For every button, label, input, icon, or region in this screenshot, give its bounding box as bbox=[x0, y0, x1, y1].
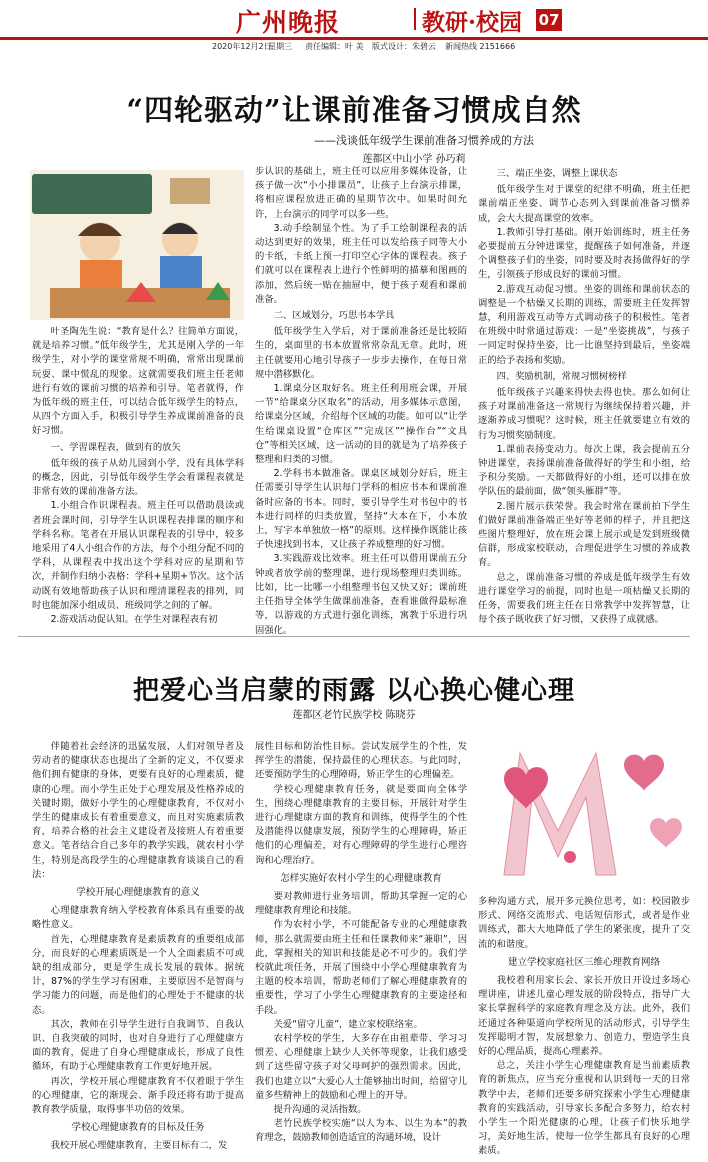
article2-column-2 bbox=[255, 740, 467, 1146]
paragraph: 关爱“留守儿童”，建立家校联络室。 bbox=[273, 1018, 423, 1030]
section-heading: 四、奖励机制，常规习惯树榜样 bbox=[496, 370, 627, 382]
paragraph: 多种沟通方式，展开多元换位思考，如：校园散步形式、网络交流形式、电话短信形式，或者是作业训练式，都大大地降低了学生的紧张度，提升了交流的和谐度。 bbox=[478, 896, 690, 950]
section-heading: 学校开展心理健康教育的意义 bbox=[76, 887, 200, 899]
article2-title: 把爱心当启蒙的雨露 以心换心健心理 bbox=[132, 676, 576, 706]
paragraph: 低年级孩子兴趣来得快去得也快。那么如何让孩子对课前准备这一常规行为继续保持着兴趣，并逐渐养成习惯呢？这时候，班主任就要建立有效的行为习惯奖励制度。 bbox=[478, 387, 690, 441]
issue-weekday: 星期三 bbox=[268, 42, 292, 51]
article1-subtitle: ——浅谈低年级学生课前准备习惯养成的方法 bbox=[314, 134, 534, 147]
paragraph: 3.动手绘制显个性。为了手工绘制课程表的活动达到更好的效果，班主任可以发给孩子同等大小的卡纸，卡纸上预一打印空心字体的课程表。孩子们就可以在课程表上进行个性鲜明的描摹和图画的添加，然后统一贴在抽屉中，便于孩子观看和课前准备。 bbox=[255, 222, 467, 305]
article2-column-1 bbox=[32, 740, 244, 1154]
designer-credit: 版式设计：朱碧云 bbox=[372, 42, 436, 51]
paragraph: 心理健康教育纳入学校教育体系具有重要的战略性意义。 bbox=[32, 905, 244, 931]
paragraph: 老竹民族学校实施“以人为本、以生为本”的教育理念，鼓励教师创造适宜的沟通环境，设计 bbox=[255, 1118, 467, 1144]
article-divider bbox=[18, 636, 690, 637]
masthead bbox=[0, 0, 708, 36]
paragraph: 2.游戏活动促认知。在学生对课程表有初 bbox=[50, 614, 218, 626]
paragraph: 伴随着社会经济的迅猛发展，人们对领导者及劳动者的健康状态也提出了全新的定义，不仅要求他们拥有健康的身体，更要有良好的心理素质，健康的心理。而小学生正处于心理发展及性格养成的关键时期，做好小学生的心理健康教育，不仅对小学生的健康成长有着重要意义，而且对实施素质教育，培养合格的社会主义建设者及接班人有着重要意义。笔者结合自己多年的教学实践，就农村小学生，特别是高段学生的心理健康教育谈谈自己的看法： bbox=[32, 741, 244, 880]
paragraph: 要对教师进行业务培训，帮助其掌握一定的心理健康教育理论和技能。 bbox=[255, 891, 467, 917]
classroom-illustration bbox=[30, 170, 244, 320]
section-heading: 建立学校家庭社区三维心理教育网络 bbox=[507, 956, 660, 968]
paragraph: 再次，学校开展心理健康教育不仅着眼于学生的心理健康，它的渐现会、渐手段还将有助于提高教育教学质量，取得事半功倍的效果。 bbox=[32, 1075, 244, 1116]
paragraph: 1.教师引导打基础。刚开始训练时，班主任务必要提前五分钟进课堂，提醒孩子如何准备，并逐个调整孩子们的坐姿，同时要及时表扬做得好的学生，引领孩子形成良好的课前习惯。 bbox=[478, 226, 690, 281]
section-heading: 二、区域划分，巧思书本学具 bbox=[273, 310, 395, 322]
paper-name: 广州晚报 bbox=[236, 8, 341, 37]
paragraph: 3.实践游戏比效率。班主任可以借用课前五分钟或者放学前的整理课，进行现场整理归类训练。比如，比一比哪一小组整理书包又快又好；课前班主任指导全体学生做课前准备，查看谁做得最标准等，以游戏的方式进行强化训练，寓教于乐进行巩固强化。 bbox=[255, 553, 467, 636]
paragraph: 学校心理健康教育任务，就是要面向全体学生，围绕心理健康教育的主要目标，开展针对学生进行心理健康方面的教育和训练，使得学生的个性及潜能得以健康发展，预防学生的心理障碍，矫正他们的心理偏差，对有心理障碍的学生进行心理咨询和心理治疗。 bbox=[255, 783, 467, 866]
editor-credit: 责任编辑：叶 美 bbox=[305, 42, 364, 51]
paragraph: 低年级学生入学后，对于课前准备还是比较陌生的，桌面里的书本放置常常杂乱无章。此时，班主任就要用心地引导孩子一步步去操作，在每日常规中潜移默化。 bbox=[255, 326, 467, 380]
paragraph: 步认识的基础上，班主任可以应用多媒体设备，让孩子做一次“小小排课员”，让孩子上台演示排课，将相应课程放进正确的星期节次中。如果时间允许，上台演示的同学可以多一些。 bbox=[255, 166, 467, 220]
paragraph: 总之，关注小学生心理健康教育是当前素质教育的新焦点，应当充分重视和认识到每一天的日常教学中去，老师们还要多研究探索小学生心理健康教育的实践活动，引导家长多配合多努力，给农村小学生一个阳光健康的心理，让孩子们快乐地学习，美好地生活，使每一位学生都具有良好的心理素质。 bbox=[478, 1060, 690, 1157]
article1-title: “四轮驱动”让课前准备习惯成自然 bbox=[126, 93, 582, 127]
section-heading: 怎样实施好农村小学生的心理健康教育 bbox=[280, 872, 442, 884]
paragraph: 首先，心理健康教育是素质教育的重要组成部分，而良好的心理素质既是一个人全面素质不可或缺的组成部分，更是学生成长发展的载体。据统计，87%的学生学习有困难，主要原因不是智商与学习能力的问题，而是他们的心理处于不健康的状态。 bbox=[32, 933, 244, 1016]
paragraph: 2.学科书本做准备。课桌区域划分好后，班主任需要引导学生认识每门学科的相应书本和课前准备时应备的书本。同时，要引导学生对书包中的书本进行同样的归类放置，坚持“大本在下，小本放上，写字本单独放一格”的原则。这样操作既能让孩子快速找到书本，又让孩子养成整理的好习惯。 bbox=[255, 468, 467, 551]
news-hotline: 新闻热线 2151666 bbox=[445, 42, 516, 51]
masthead-divider bbox=[414, 8, 416, 30]
article1-column-2 bbox=[255, 165, 467, 638]
article1-column-1 bbox=[32, 325, 244, 627]
paragraph: 2.图片展示获荣誉。我会时常在课前拍下学生们做好课前准备端正坐好等老师的样子，并且把这些图片整理好，放在班会课上展示或是发到班级微信群，形成家校联动，合理促进学生习惯的养成教育。 bbox=[478, 500, 690, 569]
paragraph: 2.游戏互动促习惯。坐姿的训练和课前状态的调整是一个枯燥又长期的训练，需要班主任发挥智慧，利用游戏互动等方式调动孩子的积极性。笔者在班级中时常通过游戏：一是“坐姿挑战”，与孩子一同定时保持坐姿，比一比谁坚持到最后，坐姿端正的给予表扬和奖励。 bbox=[478, 283, 690, 366]
paragraph: 农村学校的学生，大多存在由祖辈带、学习习惯差、心理健康上缺少人关怀等现象，让我们感受到了这些留守孩子对父母呵护的强烈需求。因此，我们也建立以“大爱心人士能够抽出时间，给留守儿童多些精神上的鼓励和心理上的开导。 bbox=[255, 1033, 467, 1101]
paragraph: 作为农村小学，不可能配备专业的心理健康教师，那么就需要由班主任和任课教师来“兼职”，因此，掌握相关的知识和技能是必不可少的。我们学校就此项任务，开展了围绕中小学心理健康教育为主题的校本培训，帮助老师们了解心理健康教育的重要性，学习了小学生心理健康教育的主要途径和手段。 bbox=[255, 919, 467, 1016]
paragraph: 1.课桌分区取好名。班主任利用班会课，开展一节“给课桌分区取名”的活动，用多媒体示意图，给课桌分区域，介绍每个区域的功能。如可以“让学生给课桌设置“仓库区”“完成区”“操作台”“文具仓”等相关区域，这一活动的目的就是为了培养孩子整理和归类的习惯。 bbox=[255, 383, 467, 466]
page-number: 07 bbox=[536, 9, 562, 31]
paragraph: 我校着利用家长会、家长开放日开设过多场心理讲座，讲述儿童心理发展的阶段特点，指导广大家长掌握科学的家庭教育理念及方法。此外，我们还通过各种渠道向学校所见的活动形式，引导学生发挥聪明才智，发展想象力、创造力，塑造学生良好的心理品质，提高心理素养。 bbox=[478, 975, 690, 1058]
issue-date: 2020年12月2日 bbox=[212, 42, 272, 51]
section-heading: 学校心理健康教育的目标及任务 bbox=[71, 1122, 205, 1134]
paragraph: 展性目标和防治性目标。尝试发展学生的个性，发挥学生的潜能，保持最佳的心理状态。与此同时，还要预防学生的心理障碍，矫正学生的心理偏差。 bbox=[255, 741, 467, 781]
paragraph: 低年级的孩子从幼儿园到小学，没有具体学科的概念，因此，引导低年级学生学会看课程表就是非常有效的课前准备方法。 bbox=[32, 457, 244, 498]
article2-column-3 bbox=[478, 895, 690, 1159]
article2-author: 莲都区老竹民族学校 陈晓芬 bbox=[292, 710, 416, 721]
article1-author: 莲都区中山小学 孙巧莉 bbox=[362, 154, 466, 165]
paragraph: 其次，教师在引导学生进行自我调节、自我认识、自我突破的同时，也对自身进行了心理健康方面的教育，促进了自身心理健康成长，形成了良性循环，有助于心理健康教育工作更好地开展。 bbox=[32, 1018, 244, 1073]
paragraph: 我校开展心理健康教育，主要目标有二，发 bbox=[50, 1140, 228, 1152]
paragraph: 低年级学生对于课堂的纪律不明确，班主任把课前端正坐姿、调节心态列入到课前准备习惯养成，会大大提高课堂的效率。 bbox=[478, 184, 690, 224]
section-heading: 一、学習课程表，做到有的放矢 bbox=[50, 441, 181, 453]
section-heading: 三、端正坐姿，调整上课状态 bbox=[496, 168, 618, 179]
paragraph: 1.小组合作识课程表。班主任可以借助晨读或者班会课时间，引导学生认识课程表排课的顺序和学科名称。笔者在开展认识课程表的引导中，较多地采用了4人小组合作的方法，每个小组分配不同的学科，从课程表中找出这个学科对应的星期和节次，并制作归纳小表格：学科+星期+节次。这个活动既有效地帮助孩子认识和理清课程表的排列，同时也能加深小组成员、班级同学之间的了解。 bbox=[32, 500, 244, 611]
paragraph: 叶圣陶先生说：“教育是什么？往简单方面说，就是培养习惯。”低年级学生，尤其是刚入学的一年级学生，对小学的课堂常规不明确，常常出现课前玩耍、课中慌乱的现象。这就需要我们班主任老师进行有效的课前习惯的培养和引导。笔者就得，作为低年级的班主任，可以结合低年级学生的特点，从四个方面入手，积极引导学生养成课前准备的良好习惯。 bbox=[32, 326, 244, 437]
paragraph: 1.课前表扬变动力。每次上课，我会提前五分钟进课堂，表扬课前准备做得好的学生和小组，给予积分奖励。一天都做得好的小组，还可以排在放学队伍的最前面，做“领头雁群”等。 bbox=[478, 443, 690, 498]
issue-info-bar bbox=[0, 37, 708, 54]
article1-column-3 bbox=[478, 165, 690, 628]
paragraph: 总之，课前准备习惯的养成是低年级学生有效进行课堂学习的前提，同时也是一项枯燥又长期的任务，需要我们班主任在日常教学中发挥智慧，让每个孩子既收获了好习惯，又获得了成就感。 bbox=[478, 571, 690, 626]
heart-m-decoration bbox=[474, 735, 692, 885]
paragraph: 提升沟通的灵活指数。 bbox=[273, 1104, 367, 1116]
section-title: 教研·校园 bbox=[422, 9, 523, 36]
